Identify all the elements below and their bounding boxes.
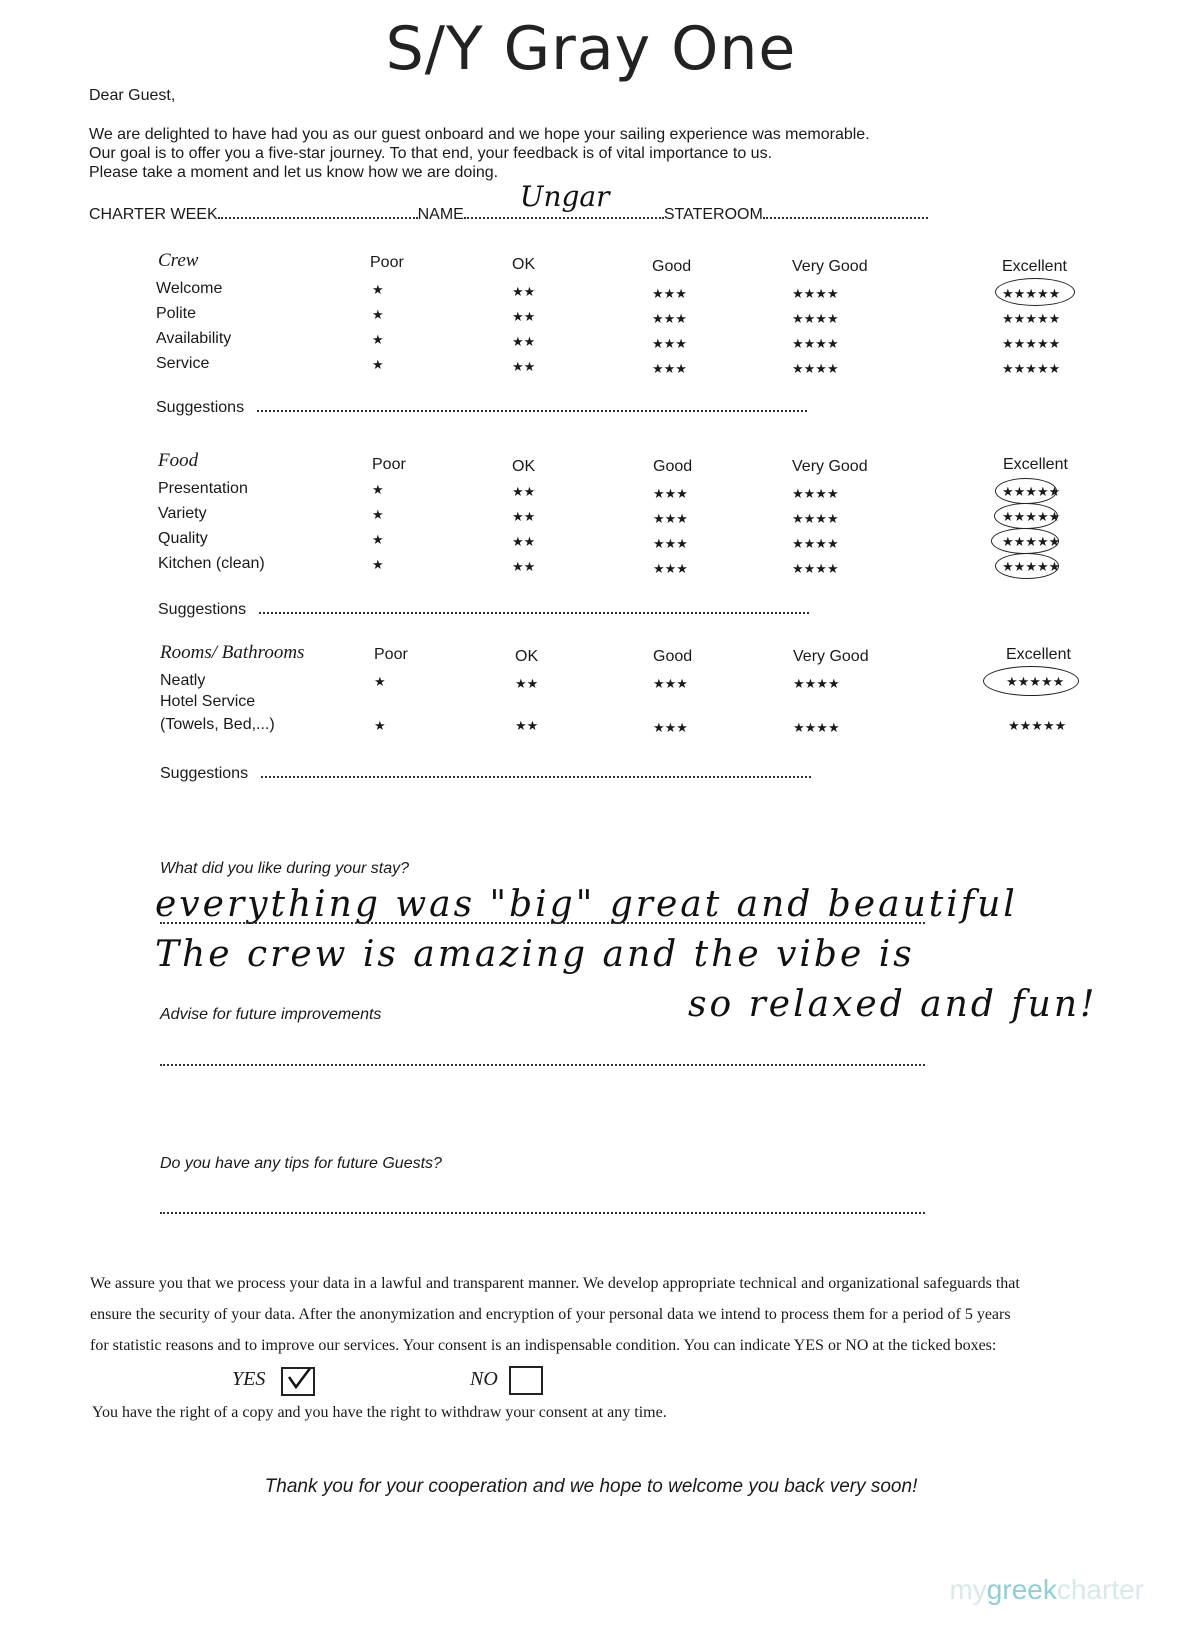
- watermark-text: greek: [986, 1574, 1057, 1605]
- rating-excellent[interactable]: ★★★★★: [1008, 718, 1067, 733]
- suggestions-field[interactable]: [259, 598, 809, 614]
- selection-circle: [983, 666, 1079, 696]
- col-very-good: Very Good: [793, 648, 869, 665]
- row-label: Service: [156, 355, 210, 372]
- closing-thanks: Thank you for your cooperation and we hope to welcome you back very soon!: [264, 1476, 918, 1497]
- row-label: Variety: [158, 505, 207, 522]
- row-label: Welcome: [156, 280, 223, 297]
- intro-line: Our goal is to offer you a five-star journey. To that end, your feedback is of vital importance to us.: [89, 145, 773, 162]
- col-excellent: Excellent: [1006, 646, 1071, 663]
- row-label: Kitchen (clean): [158, 555, 265, 572]
- rating-poor[interactable]: ★: [372, 557, 384, 572]
- suggestions-label: Suggestions: [158, 601, 247, 618]
- rating-poor[interactable]: ★: [372, 282, 384, 297]
- rights-text: You have the right of a copy and you have the right to withdraw your consent at any time.: [92, 1404, 667, 1421]
- col-ok: OK: [512, 458, 536, 475]
- rating-ok[interactable]: ★★: [515, 718, 539, 733]
- row-label: Quality: [158, 530, 208, 547]
- rating-poor[interactable]: ★: [372, 482, 384, 497]
- liked-answer-line[interactable]: so relaxed and fun!: [688, 984, 1098, 1025]
- intro-paragraph: [89, 125, 969, 182]
- consent-yes-label: YES: [232, 1368, 266, 1390]
- suggestions-field[interactable]: [261, 762, 811, 778]
- rating-good[interactable]: ★★★: [653, 561, 688, 576]
- rating-poor[interactable]: ★: [372, 532, 384, 547]
- rating-good[interactable]: ★★★: [652, 286, 687, 301]
- rating-good[interactable]: ★★★: [652, 361, 687, 376]
- tips-field[interactable]: [160, 1212, 925, 1214]
- col-poor: Poor: [374, 646, 408, 663]
- name-field[interactable]: [464, 180, 664, 219]
- rating-good[interactable]: ★★★: [652, 336, 687, 351]
- row-label: Hotel Service: [160, 693, 256, 710]
- rating-excellent[interactable]: ★★★★★: [1002, 286, 1061, 301]
- row-label: Availability: [156, 330, 232, 347]
- rating-very-good[interactable]: ★★★★: [793, 720, 840, 735]
- consent-no-label: NO: [470, 1368, 498, 1390]
- privacy-notice: [90, 1268, 1140, 1361]
- rating-ok[interactable]: ★★: [512, 559, 536, 574]
- privacy-line: We assure you that we process your data in a lawful and transparent manner. We develop appropriate technical and organizational safeguards that: [90, 1275, 1020, 1292]
- col-excellent: Excellent: [1003, 456, 1068, 473]
- rating-good[interactable]: ★★★: [653, 676, 688, 691]
- rating-ok[interactable]: ★★: [512, 334, 536, 349]
- consent-no-checkbox[interactable]: [509, 1366, 543, 1395]
- rating-poor[interactable]: ★: [372, 332, 384, 347]
- suggestions-label: Suggestions: [156, 399, 245, 416]
- rating-ok[interactable]: ★★: [512, 284, 536, 299]
- rating-very-good[interactable]: ★★★★: [792, 536, 839, 551]
- question-tips: Do you have any tips for future Guests?: [160, 1155, 442, 1172]
- rooms-section: [150, 642, 1080, 792]
- row-label: (Towels, Bed,...): [160, 716, 275, 733]
- rating-excellent[interactable]: ★★★★★: [1002, 311, 1061, 326]
- section-heading: Rooms/ Bathrooms: [160, 642, 305, 663]
- guest-info-line: [89, 180, 928, 224]
- col-very-good: Very Good: [792, 258, 868, 275]
- rating-very-good[interactable]: ★★★★: [792, 561, 839, 576]
- rating-ok[interactable]: ★★: [512, 484, 536, 499]
- rating-very-good[interactable]: ★★★★: [792, 511, 839, 526]
- rating-excellent[interactable]: ★★★★★: [1002, 559, 1061, 574]
- col-ok: OK: [515, 648, 539, 665]
- consent-yes-checkbox[interactable]: [281, 1367, 315, 1396]
- rating-good[interactable]: ★★★: [653, 511, 688, 526]
- rating-poor[interactable]: ★: [372, 357, 384, 372]
- col-good: Good: [653, 648, 693, 665]
- rating-poor[interactable]: ★: [372, 307, 384, 322]
- rating-good[interactable]: ★★★: [653, 486, 688, 501]
- col-poor: Poor: [370, 254, 404, 271]
- suggestions-row: [158, 598, 809, 619]
- charter-week-field[interactable]: [218, 203, 418, 219]
- checkmark-icon: [283, 1369, 313, 1394]
- question-liked: What did you like during your stay?: [160, 860, 410, 877]
- rating-good[interactable]: ★★★: [653, 536, 688, 551]
- rating-excellent[interactable]: ★★★★★: [1002, 336, 1061, 351]
- rating-good[interactable]: ★★★: [652, 311, 687, 326]
- name-value: Ungar: [519, 180, 610, 213]
- selection-circle: [995, 478, 1057, 504]
- stateroom-label: STATEROOM: [663, 206, 763, 223]
- suggestions-label: Suggestions: [160, 765, 249, 782]
- col-very-good: Very Good: [792, 458, 868, 475]
- page-title: S/Y Gray One: [385, 14, 797, 84]
- selection-circle: [995, 553, 1059, 579]
- rating-good[interactable]: ★★★: [653, 720, 688, 735]
- col-ok: OK: [512, 256, 536, 273]
- privacy-line: ensure the security of your data. After the anonymization and encryption of your personal data we intend to process them for a period of 5 years: [90, 1306, 1011, 1323]
- watermark-logo: [949, 1574, 1144, 1606]
- greeting: Dear Guest,: [89, 87, 176, 104]
- stateroom-field[interactable]: [763, 203, 928, 219]
- rating-ok[interactable]: ★★: [515, 676, 539, 691]
- intro-line: Please take a moment and let us know how we are doing.: [89, 164, 499, 181]
- rating-very-good[interactable]: ★★★★: [792, 361, 839, 376]
- suggestions-row: [160, 762, 811, 783]
- improvements-field[interactable]: [160, 1064, 925, 1066]
- row-label: Presentation: [158, 480, 248, 497]
- selection-circle: [995, 278, 1075, 306]
- col-good: Good: [653, 458, 693, 475]
- rating-ok[interactable]: ★★: [512, 309, 536, 324]
- liked-answer-line[interactable]: The crew is amazing and the vibe is: [155, 934, 915, 975]
- rating-excellent[interactable]: ★★★★★: [1002, 361, 1061, 376]
- col-excellent: Excellent: [1002, 258, 1067, 275]
- rating-poor[interactable]: ★: [374, 674, 386, 689]
- suggestions-field[interactable]: [257, 396, 807, 412]
- rating-poor[interactable]: ★: [372, 507, 384, 522]
- rating-ok[interactable]: ★★: [512, 509, 536, 524]
- rating-very-good[interactable]: ★★★★: [792, 286, 839, 301]
- rating-very-good[interactable]: ★★★★: [792, 486, 839, 501]
- col-poor: Poor: [372, 456, 406, 473]
- answer-dotted-line: [160, 922, 925, 924]
- selection-circle: [994, 503, 1061, 529]
- rating-ok[interactable]: ★★: [512, 534, 536, 549]
- rating-very-good[interactable]: ★★★★: [792, 311, 839, 326]
- rating-very-good[interactable]: ★★★★: [792, 336, 839, 351]
- liked-answer-line[interactable]: everything was "big" great and beautiful: [155, 884, 1018, 925]
- suggestions-row: [156, 396, 807, 417]
- name-label: NAME: [417, 206, 464, 223]
- rating-excellent[interactable]: ★★★★★: [1002, 509, 1061, 524]
- col-good: Good: [652, 258, 692, 275]
- rating-excellent[interactable]: ★★★★★: [1002, 534, 1061, 549]
- charter-week-label: CHARTER WEEK: [89, 206, 218, 223]
- watermark-text: charter: [1056, 1574, 1144, 1605]
- crew-section: [150, 248, 1080, 418]
- rating-excellent[interactable]: ★★★★★: [1002, 484, 1061, 499]
- watermark-text: my: [949, 1574, 987, 1605]
- intro-line: We are delighted to have had you as our guest onboard and we hope your sailing experience was memorable.: [89, 126, 870, 143]
- question-improvements: Advise for future improvements: [160, 1006, 382, 1023]
- privacy-line: for statistic reasons and to improve our services. Your consent is an indispensable condition. You can indicate YES or NO at the ticked boxes:: [90, 1337, 997, 1354]
- section-heading: Crew: [158, 250, 199, 271]
- food-section: [150, 450, 1080, 620]
- section-heading: Food: [158, 450, 199, 471]
- rating-very-good[interactable]: ★★★★: [793, 676, 840, 691]
- rating-ok[interactable]: ★★: [512, 359, 536, 374]
- row-label: Neatly: [160, 672, 206, 689]
- row-label: Polite: [156, 305, 197, 322]
- selection-circle: [991, 528, 1059, 554]
- rating-poor[interactable]: ★: [374, 718, 386, 733]
- rating-excellent[interactable]: ★★★★★: [1006, 674, 1065, 689]
